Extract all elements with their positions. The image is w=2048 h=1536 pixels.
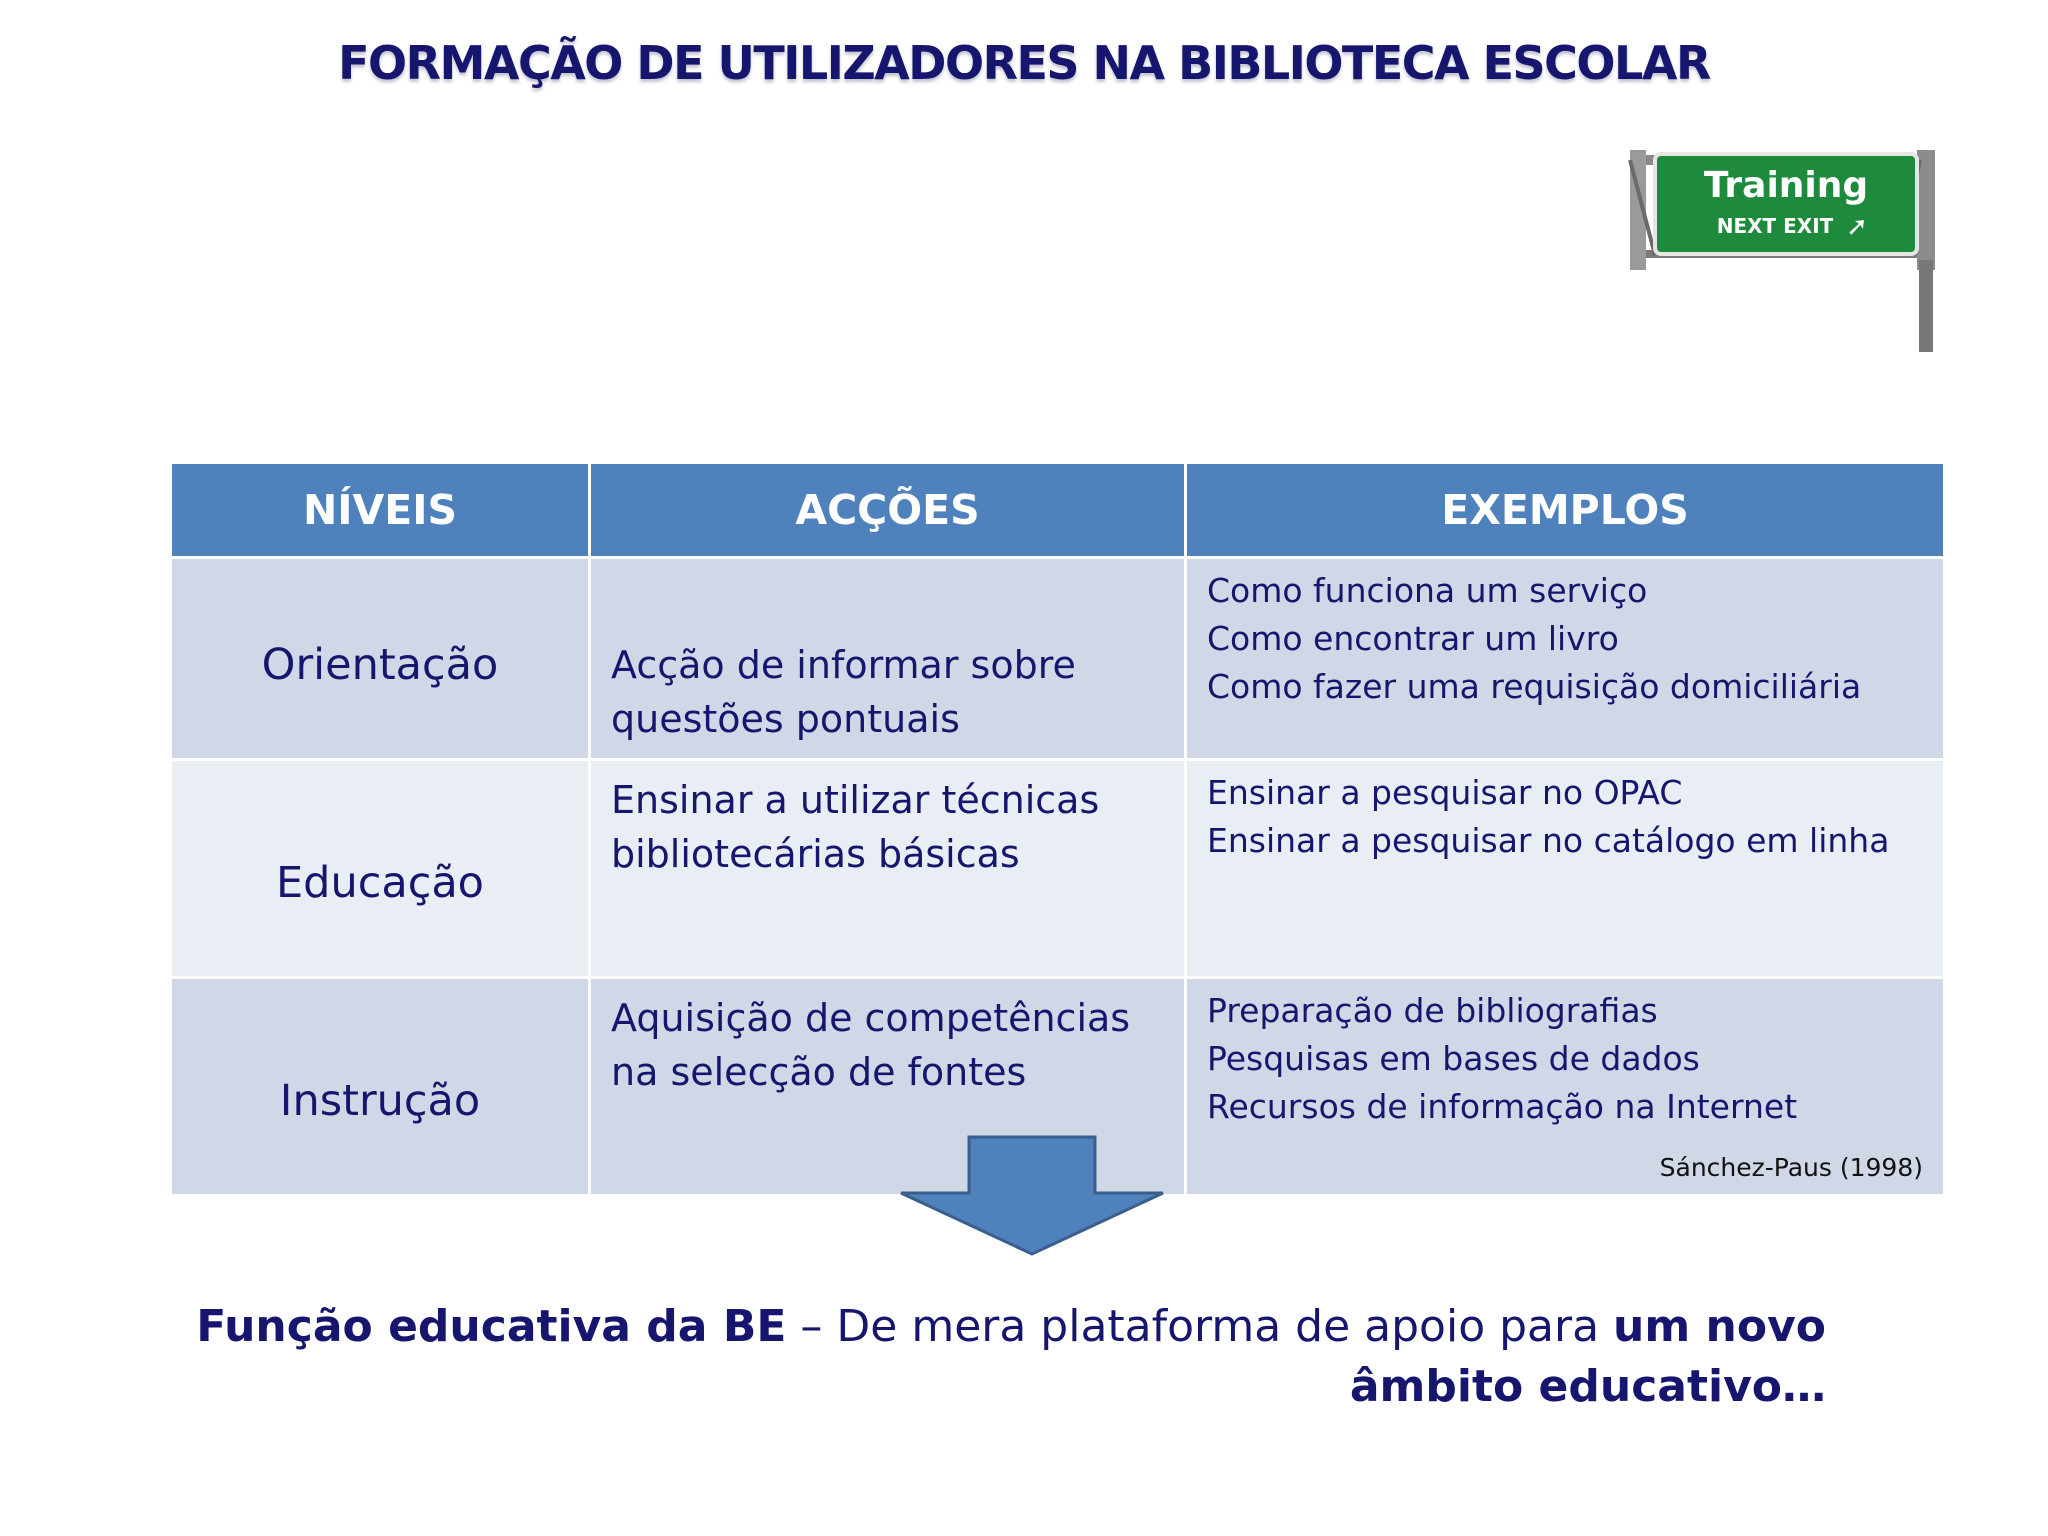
down-arrow-icon (897, 1135, 1167, 1257)
header-accoes: ACÇÕES (590, 463, 1186, 558)
example-item: Recursos de informação na Internet (1207, 1087, 1798, 1126)
action-cell: Ensinar a utilizar técnicas bibliotecárias básicas (590, 760, 1186, 978)
sign-arrow: ➚ (1846, 212, 1868, 242)
level-cell: Instrução (171, 978, 590, 1196)
example-item: Ensinar a pesquisar no catálogo em linha (1207, 821, 1890, 860)
example-item: Preparação de bibliografias (1207, 991, 1658, 1030)
example-item: Como fazer uma requisição domiciliária (1207, 667, 1862, 706)
conclusion-text (190, 1297, 1826, 1417)
level-cell: Educação (171, 760, 590, 978)
training-sign-icon (1625, 140, 1950, 355)
example-item: Pesquisas em bases de dados (1207, 1039, 1700, 1078)
header-niveis: NÍVEIS (171, 463, 590, 558)
level-cell: Orientação (171, 558, 590, 760)
table-row (171, 558, 1945, 760)
example-item: Ensinar a pesquisar no OPAC (1207, 773, 1683, 812)
conclusion-middle: – De mera plataforma de apoio para (786, 1301, 1614, 1352)
citation: Sánchez-Paus (1998) (1659, 1153, 1923, 1182)
conclusion-bold-start: Função educativa da BE (196, 1301, 787, 1352)
table-header-row (171, 463, 1945, 558)
conclusion-bold-end: um novo âmbito educativo… (1349, 1301, 1826, 1412)
action-cell: Acção de informar sobre questões pontuais (590, 558, 1186, 760)
example-item: Como encontrar um livro (1207, 619, 1619, 658)
table-row (171, 760, 1945, 978)
examples-cell (1186, 760, 1945, 978)
example-item: Como funciona um serviço (1207, 571, 1648, 610)
examples-cell (1186, 558, 1945, 760)
header-exemplos: EXEMPLOS (1186, 463, 1945, 558)
action-cell: Aquisição de competências na selecção de fontes (590, 978, 1186, 1196)
sign-line2: NEXT EXIT (1716, 214, 1834, 238)
sign-line1: Training (1703, 165, 1869, 206)
page-title: FORMAÇÃO DE UTILIZADORES NA BIBLIOTECA ESCOLAR (338, 36, 1710, 90)
levels-table (169, 461, 1946, 1197)
